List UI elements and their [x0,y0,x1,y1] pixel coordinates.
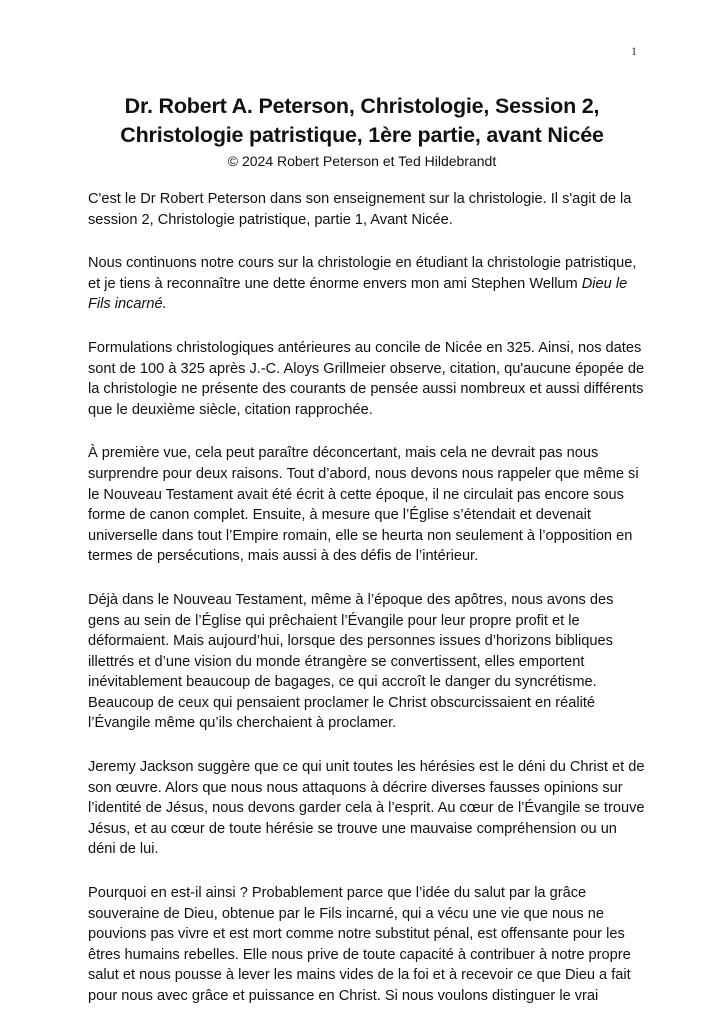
document-title [60,92,664,150]
paragraph-5: Déjà dans le Nouveau Testament, même à l’époque des apôtres, nous avons des gens au sein de l’Église qui prêchaient l’Évangile pour leur propre profit et le déformaient. Mais aujourd’hui, lorsque des personnes issues d’horizons bibliques illettrés et d’une vision du monde étrangère se convertissent, elles emportent inévitablement beaucoup de bagages, ce qui accroît le danger du syncrétisme. Beaucoup de ceux qui pensaient proclamer le Christ obscurcissaient en réalité l’Évangile même qu’ils cherchaient à proclamer. [88,591,614,732]
paragraph-2 [88,253,646,315]
paragraph-3: Formulations christologiques antérieures au concile de Nicée en 325. Ainsi, nos dates sont de 100 à 325 après J.-C. Aloys Grillmeier observe, citation, qu'aucune épopée de la christologie ne présente des courants de pensée aussi nombreux et aussi différents que le deuxième siècle, citation rapprochée. [88,339,645,418]
page-number: 1 [631,44,637,58]
title-line-2: Christologie patristique, 1ère partie, avant Nicée [120,123,604,147]
paragraph-7: Pourquoi en est-il ainsi ? Probablement parce que l’idée du salut par la grâce souveraine de Dieu, obtenue par le Fils incarné, qui a vécu une vie que nous ne pouvions pas vivre et est mort comme notre substitut pénal, est offensante pour les êtres humains rebelles. Elle nous prive de toute capacité à contribuer à notre propre salut et nous pousse à lever les mains vides de la foi et à recevoir ce que Dieu a fait pour nous avec grâce et puissance en Christ. Si nous voulons distinguer le vrai [88,885,631,1004]
document-header [60,92,664,170]
paragraph-1: C'est le Dr Robert Peterson dans son enseignement sur la christologie. Il s'agit de la session 2, Christologie patristique, partie 1, Avant Nicée. [88,191,632,228]
paragraph-4: À première vue, cela peut paraître déconcertant, mais cela ne devrait pas nous surprendre pour deux raisons. Tout d’abord, nous devons nous rappeler que même si le Nouveau Testament avait été écrit à cette époque, il ne circulait pas encore sous forme de canon complet. Ensuite, à mesure que l’Église s’étendait et devenait universelle dans tout l’Empire romain, elle se heurta non seulement à l’opposition en termes de persécutions, mais aussi à des défis de l’intérieur. [88,445,639,565]
document-body [88,189,646,1030]
paragraph-6: Jeremy Jackson suggère que ce qui unit toutes les hérésies est le déni du Christ et de son œuvre. Alors que nous nous attaquons à décrire diverses fausses opinions sur l’identité de Jésus, nous devons garder cela à l’esprit. Au cœur de l’Évangile se trouve Jésus, et au cœur de toute hérésie se trouve une mauvaise compréhension ou un déni de lui. [88,759,645,858]
copyright-line: © 2024 Robert Peterson et Ted Hildebrandt [227,153,497,169]
paragraph-2-text: Nous continuons notre cours sur la christologie en étudiant la christologie patristique, et je tiens à reconnaître une dette énorme envers mon ami Stephen Wellum [88,255,637,292]
book-title-italic: Dieu le Fils incarné. [88,275,628,313]
title-line-1: Dr. Robert A. Peterson, Christologie, Session 2, [124,94,600,118]
